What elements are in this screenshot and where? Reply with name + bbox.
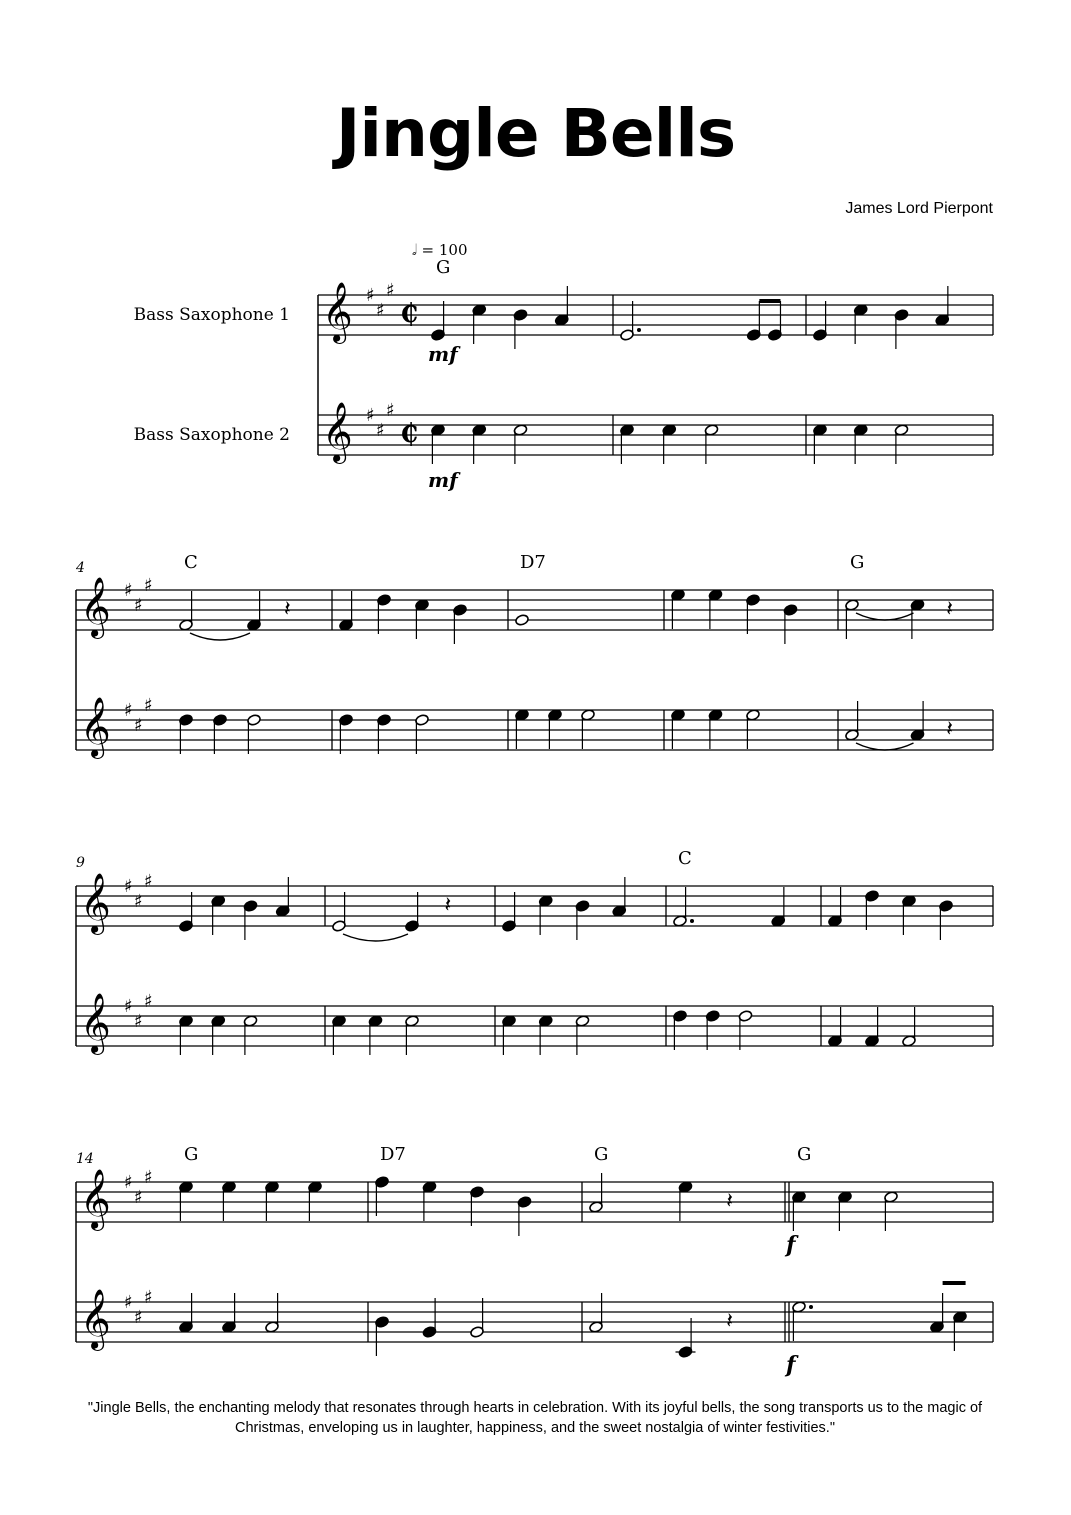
quarter-rest: 𝄽	[946, 717, 953, 742]
measure-number: 14	[76, 1151, 94, 1167]
dynamic-f: f	[786, 1232, 796, 1258]
measure-number: 9	[76, 855, 85, 871]
tie	[190, 633, 250, 640]
treble-clef: 𝄞	[322, 282, 353, 342]
augmentation-dot	[690, 919, 694, 923]
footer-quote: "Jingle Bells, the enchanting melody that resonates through hearts in celebration. With its joyful bells, the song transports us to the magic of Christmas, enveloping us in laughter, happiness, and the sweet nostalgia of winter festivities."	[87, 1400, 983, 1436]
measure-number: 4	[76, 560, 85, 576]
chord-symbol: D7	[520, 552, 546, 573]
quarter-rest: 𝄽	[444, 893, 452, 918]
chord-symbol: C	[184, 552, 198, 573]
key-signature-sharp: ♯	[124, 1172, 133, 1193]
notehead	[515, 614, 530, 627]
key-signature-sharp: ♯	[386, 280, 395, 301]
key-signature-sharp: ♯	[144, 575, 153, 596]
quarter-rest: 𝄽	[946, 597, 953, 622]
key-signature-sharp: ♯	[144, 695, 153, 716]
tie	[856, 743, 914, 750]
treble-clef: 𝄞	[80, 577, 111, 637]
key-signature-sharp: ♯	[366, 285, 375, 306]
key-signature-sharp: ♯	[134, 891, 143, 912]
dynamic-mf: mf	[428, 342, 458, 366]
time-signature-cut: ₵	[400, 419, 419, 449]
chord-symbol: G	[184, 1144, 199, 1165]
augmentation-dot	[809, 1305, 813, 1309]
key-signature-sharp: ♯	[376, 420, 385, 441]
key-signature-sharp: ♯	[134, 1187, 143, 1208]
treble-clef: 𝄞	[80, 1169, 111, 1229]
quarter-rest: 𝄽	[284, 597, 291, 622]
key-signature-sharp: ♯	[144, 1167, 153, 1188]
key-signature-sharp: ♯	[144, 991, 153, 1012]
quarter-rest: 𝄽	[726, 1189, 733, 1214]
treble-clef: 𝄞	[322, 402, 353, 462]
key-signature-sharp: ♯	[134, 715, 143, 736]
dynamic-mf: mf	[428, 468, 458, 492]
piece-title: Jingle Bells	[335, 95, 736, 172]
key-signature-sharp: ♯	[124, 1292, 133, 1313]
chord-symbol: G	[850, 552, 865, 573]
chord-symbol: C	[678, 848, 692, 869]
instrument-name: Bass Saxophone 2	[133, 425, 290, 445]
augmentation-dot	[637, 328, 641, 332]
key-signature-sharp: ♯	[124, 876, 133, 897]
key-signature-sharp: ♯	[376, 300, 385, 321]
chord-symbol: G	[594, 1144, 609, 1165]
chord-symbol: G	[797, 1144, 812, 1165]
treble-clef: 𝄞	[80, 697, 111, 757]
instrument-name: Bass Saxophone 1	[133, 305, 290, 325]
treble-clef: 𝄞	[80, 993, 111, 1053]
tie	[343, 934, 408, 941]
chord-symbol: G	[436, 257, 451, 278]
key-signature-sharp: ♯	[386, 400, 395, 421]
treble-clef: 𝄞	[80, 1289, 111, 1349]
chord-symbol: D7	[380, 1144, 406, 1165]
composer-credit: James Lord Pierpont	[845, 200, 993, 217]
key-signature-sharp: ♯	[134, 595, 143, 616]
key-signature-sharp: ♯	[124, 700, 133, 721]
tie	[856, 613, 914, 620]
key-signature-sharp: ♯	[134, 1307, 143, 1328]
key-signature-sharp: ♯	[124, 580, 133, 601]
key-signature-sharp: ♯	[134, 1011, 143, 1032]
dynamic-f: f	[786, 1352, 796, 1378]
time-signature-cut: ₵	[400, 299, 419, 329]
tempo-marking: 𝅗𝅥 = 100	[412, 241, 468, 259]
key-signature-sharp: ♯	[144, 871, 153, 892]
key-signature-sharp: ♯	[366, 405, 375, 426]
key-signature-sharp: ♯	[144, 1287, 153, 1308]
quarter-rest: 𝄽	[726, 1309, 733, 1334]
key-signature-sharp: ♯	[124, 996, 133, 1017]
treble-clef: 𝄞	[80, 873, 111, 933]
